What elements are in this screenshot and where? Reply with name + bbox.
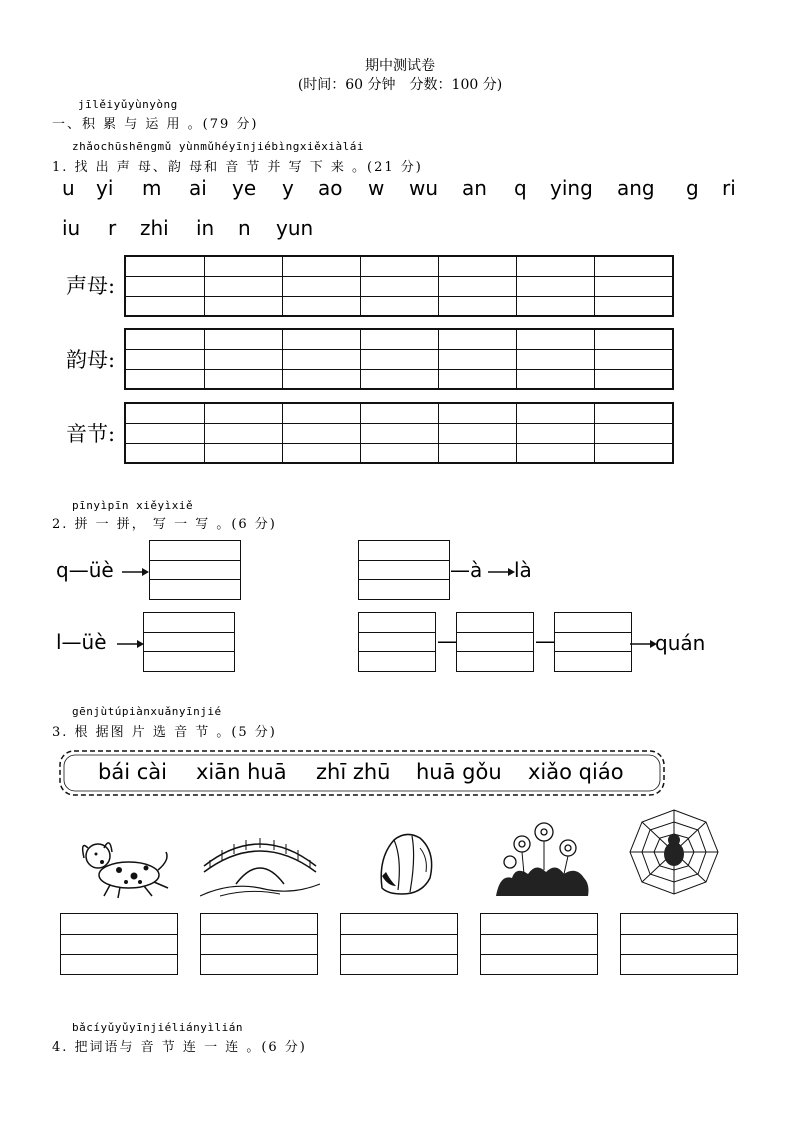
label-shengmu: 声母: — [66, 274, 116, 298]
box-row-line — [61, 954, 177, 955]
grid-column-divider — [204, 330, 205, 388]
syllable: w — [368, 176, 385, 200]
syllable: ri — [722, 176, 736, 200]
grid-row-line — [126, 296, 672, 297]
syllable: wu — [409, 176, 439, 200]
grid-column-divider — [594, 257, 595, 315]
word-bank-word: zhī zhū — [316, 760, 391, 784]
picture-answer-box[interactable] — [200, 913, 318, 975]
section1-pinyin: jīlěiyǔyùnyòng — [78, 98, 178, 111]
syllable: m — [142, 176, 162, 200]
grid-column-divider — [360, 404, 361, 462]
spider-web-picture — [626, 806, 722, 896]
word-bank-word: xiān huā — [196, 760, 287, 784]
q2-item1-answer-box[interactable] — [149, 540, 241, 600]
q2-item3-answer-box[interactable] — [143, 612, 235, 672]
q2-item3-formula: l—üè — [56, 630, 107, 654]
q2-item4-box-2[interactable] — [456, 612, 534, 672]
grid-column-divider — [594, 330, 595, 388]
box-row-line — [621, 954, 737, 955]
arrow-icon — [630, 638, 658, 650]
arch-bridge-picture — [200, 826, 320, 898]
q2-item1-formula: q—üè — [56, 558, 114, 582]
grid-column-divider — [282, 404, 283, 462]
q2-item2-formula: —à — [450, 558, 483, 582]
grid-column-divider — [204, 257, 205, 315]
syllable: iu — [62, 216, 81, 240]
q4-heading: 4. 把词语与 音 节 连 一 连 。(6 分) — [52, 1040, 307, 1055]
q2-heading: 2. 拼 一 拼， 写 一 写 。(6 分) — [52, 517, 277, 532]
q1-pinyin: zhǎochūshēngmǔ yùnmǔhéyīnjiébìngxiěxiàlái — [72, 140, 365, 153]
yunmu-writing-grid[interactable] — [124, 328, 674, 390]
grid-column-divider — [360, 257, 361, 315]
page-subtitle: (时间：60 分钟 分数：100 分) — [297, 77, 503, 93]
box-row-line — [341, 934, 457, 935]
box-row-line — [201, 934, 317, 935]
page-title: 期中测试卷 — [365, 58, 435, 74]
word-bank-word: bái cài — [98, 760, 167, 784]
word-bank-word: xiǎo qiáo — [528, 760, 624, 784]
box-row-line — [481, 954, 597, 955]
grid-row-line — [126, 276, 672, 277]
syllable: y — [282, 176, 294, 200]
label-yinjie: 音节: — [66, 422, 116, 446]
q2-item4-result: quán — [655, 631, 706, 655]
spotted-dog-picture — [74, 830, 174, 900]
grid-column-divider — [282, 257, 283, 315]
syllable: ying — [550, 176, 593, 200]
grid-row-line — [126, 423, 672, 424]
syllable: yun — [276, 216, 314, 240]
box-row-line — [341, 954, 457, 955]
grid-column-divider — [282, 330, 283, 388]
arrow-icon — [488, 566, 516, 578]
q2-item4-box-3[interactable] — [554, 612, 632, 672]
q2-item2-result: là — [514, 558, 532, 582]
syllable: ye — [232, 176, 257, 200]
q1-heading: 1. 找 出 声 母、韵 母和 音 节 并 写 下 来 。(21 分) — [52, 160, 423, 175]
grid-column-divider — [516, 404, 517, 462]
syllable: ang — [617, 176, 655, 200]
arrow-icon — [122, 566, 150, 578]
syllable: an — [462, 176, 487, 200]
syllable: ao — [318, 176, 343, 200]
section1-heading: 一、积 累 与 运 用 。(79 分) — [52, 117, 259, 132]
grid-column-divider — [204, 404, 205, 462]
picture-answer-box[interactable] — [480, 913, 598, 975]
picture-answer-box[interactable] — [620, 913, 738, 975]
grid-column-divider — [516, 330, 517, 388]
grid-row-line — [126, 443, 672, 444]
box-row-line — [201, 954, 317, 955]
q2-item4-dash-2: — — [535, 629, 555, 653]
syllable: n — [238, 216, 251, 240]
picture-answer-box[interactable] — [340, 913, 458, 975]
grid-row-line — [126, 369, 672, 370]
syllable: zhi — [140, 216, 169, 240]
q3-heading: 3. 根 据图 片 选 音 节 。(5 分) — [52, 725, 277, 740]
syllable: r — [108, 216, 117, 240]
grid-column-divider — [360, 330, 361, 388]
picture-answer-box[interactable] — [60, 913, 178, 975]
syllable: ai — [189, 176, 207, 200]
grid-column-divider — [438, 404, 439, 462]
q2-item4-box-1[interactable] — [358, 612, 436, 672]
syllable: q — [514, 176, 527, 200]
q3-pinyin: gēnjùtúpiànxuǎnyīnjié — [72, 705, 222, 718]
box-row-line — [481, 934, 597, 935]
syllable: g — [686, 176, 699, 200]
cabbage-picture — [372, 828, 442, 898]
q2-item4-dash-1: — — [437, 629, 457, 653]
grid-column-divider — [438, 257, 439, 315]
flowers-picture — [492, 818, 592, 898]
grid-column-divider — [438, 330, 439, 388]
box-row-line — [621, 934, 737, 935]
label-yunmu: 韵母: — [66, 348, 116, 372]
q2-pinyin: pīnyìpīn xiěyìxiě — [72, 499, 194, 512]
grid-column-divider — [516, 257, 517, 315]
yinjie-writing-grid[interactable] — [124, 402, 674, 464]
syllable: u — [62, 176, 75, 200]
arrow-icon — [117, 638, 145, 650]
syllable: yi — [96, 176, 114, 200]
word-bank-word: huā gǒu — [416, 760, 502, 784]
box-row-line — [61, 934, 177, 935]
q4-pinyin: bǎcíyǔyǔyīnjiéliányìlián — [72, 1021, 243, 1034]
q2-item2-answer-box[interactable] — [358, 540, 450, 600]
syllable: in — [196, 216, 215, 240]
shengmu-writing-grid[interactable] — [124, 255, 674, 317]
grid-row-line — [126, 349, 672, 350]
grid-column-divider — [594, 404, 595, 462]
